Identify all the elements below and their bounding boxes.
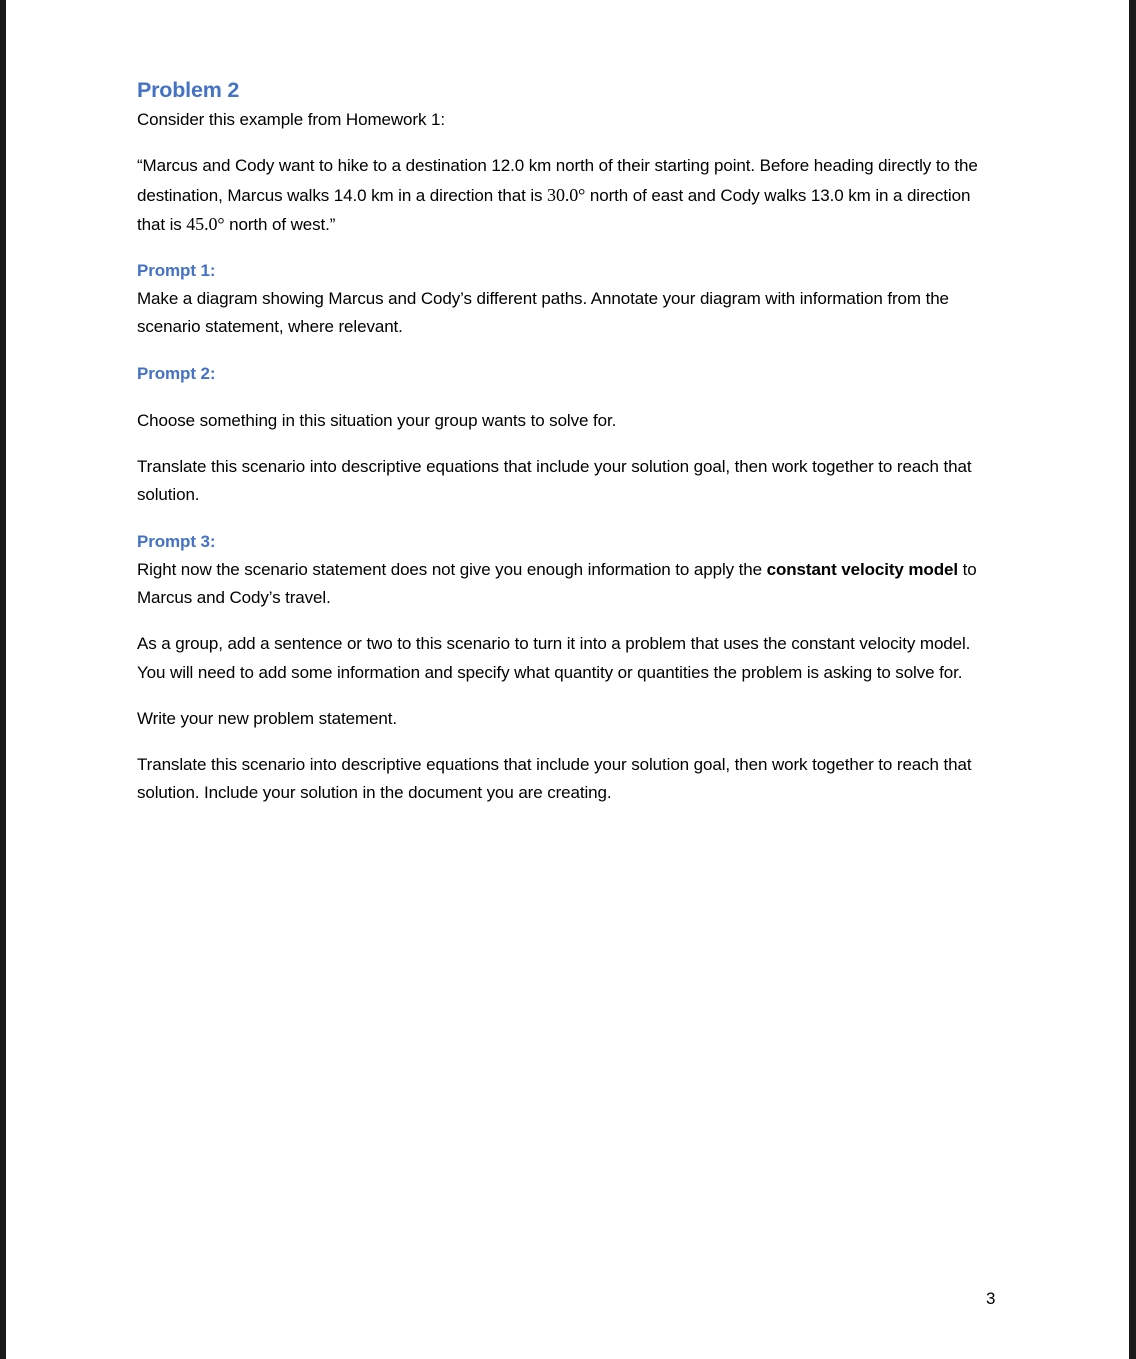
quote-part-1: “Marcus and Cody want to hike to a destination 12.0 km north of their starting point. Before heading directly to the destination, Marcus walks 14.0 km in a direction that is bbox=[137, 156, 978, 205]
constant-velocity-model-term: constant velocity model bbox=[766, 559, 958, 579]
prompt-3-text-3: Write your new problem statement. bbox=[137, 708, 397, 728]
prompt-3-heading: Prompt 3: bbox=[137, 531, 216, 551]
problem-title: Problem 2 bbox=[137, 78, 240, 102]
prompt-2-text-1: Choose something in this situation your group wants to solve for. bbox=[137, 410, 617, 430]
page-content bbox=[137, 74, 997, 808]
prompt-3-text-2: As a group, add a sentence or two to this scenario to turn it into a problem that uses the constant velocity model. You will need to add some information and specify what quantity or quantities the problem is asking to solve for. bbox=[137, 634, 971, 682]
document-page bbox=[6, 0, 1129, 1359]
prompt-1-heading: Prompt 1: bbox=[137, 261, 216, 281]
angle-2: 45.0° bbox=[186, 213, 225, 234]
prompt-1-text: Make a diagram showing Marcus and Cody’s different paths. Annotate your diagram with information from the scenario statement, where relevant. bbox=[137, 289, 949, 337]
quote-part-3: north of west.” bbox=[224, 214, 336, 234]
prompt-2-heading: Prompt 2: bbox=[137, 363, 216, 383]
page-number: 3 bbox=[986, 1289, 996, 1308]
prompt-3-text-4: Translate this scenario into descriptive equations that include your solution goal, then work together to reach that solution. Include your solution in the document you are creating. bbox=[137, 755, 972, 803]
quote-part-2: north of east and Cody walks 13.0 km in a direction that is bbox=[137, 185, 971, 234]
angle-1: 30.0° bbox=[547, 184, 586, 205]
prompt-2-text-2: Translate this scenario into descriptive equations that include your solution goal, then work together to reach that solution. bbox=[137, 457, 972, 505]
prompt-3-text-1-part-2: to Marcus and Cody’s travel. bbox=[137, 559, 977, 607]
scenario-quote bbox=[137, 152, 997, 239]
prompt-3-text-1 bbox=[137, 556, 997, 613]
prompt-3-text-1-part-1: Right now the scenario statement does not give you enough information to apply the bbox=[137, 559, 767, 579]
intro-text: Consider this example from Homework 1: bbox=[137, 110, 445, 129]
